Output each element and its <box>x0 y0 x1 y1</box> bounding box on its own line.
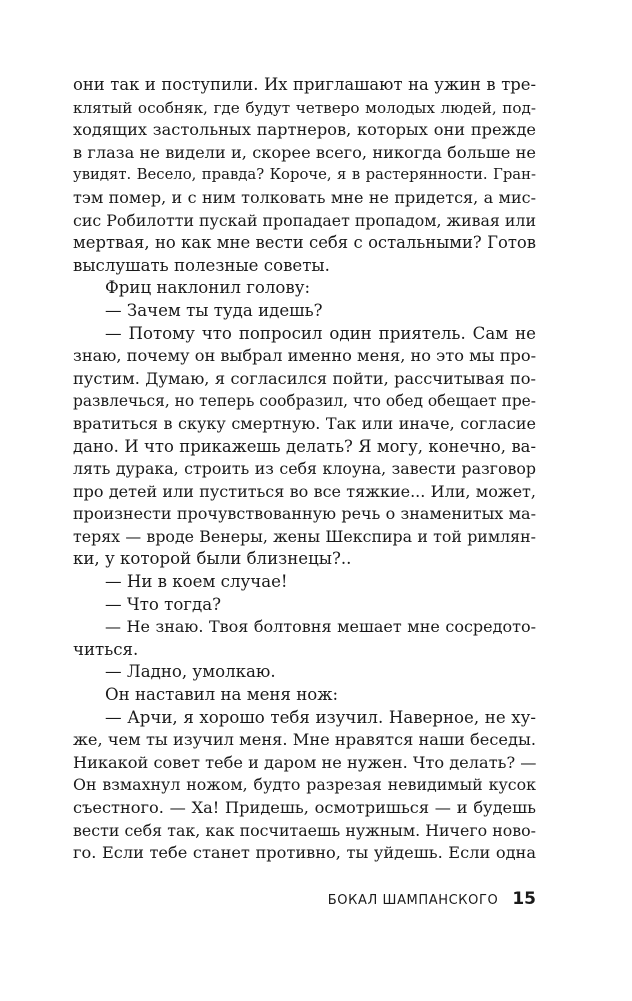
text-line: — Не знаю. Твоя болтовня мешает мне сосредото- <box>105 617 536 637</box>
text-line: же, чем ты изучил меня. Мне нравятся наши беседы. <box>73 730 536 750</box>
text-line: они так и поступили. Их приглашают на ужин в тре- <box>73 75 536 94</box>
text-line: сис Робилотти пускай пропадает пропадом, живая или <box>73 210 536 230</box>
text-line: — Ни в коем случае! <box>105 572 288 592</box>
text-line: ки, у которой были близнецы?.. <box>73 549 352 569</box>
text-line: терях — вроде Венеры, жены Шекспира и той римлян- <box>73 526 536 546</box>
text-line: мертвая, но как мне вести себя с остальными? Готов <box>73 233 536 253</box>
running-title: БОКАЛ ШАМПАНСКОГО <box>327 893 499 908</box>
text-line: — Потому что попросил один приятель. Сам не <box>105 323 536 343</box>
text-line: ходящих застольных партнеров, которых они прежде <box>73 120 536 140</box>
text-line: Он взмахнул ножом, будто разрезая невидимый кусок <box>73 775 536 795</box>
text-line: Фриц наклонил голову: <box>105 278 311 298</box>
text-line: увидят. Весело, правда? Короче, я в растерянности. Гран- <box>73 166 536 184</box>
text-line: пустим. Думаю, я согласился пойти, рассчитывая по- <box>73 368 536 388</box>
page-number: 15 <box>512 889 536 909</box>
text-line: вратиться в скуку смертную. Так или иначе, согласие <box>73 413 536 433</box>
text-line: Никакой совет тебе и даром не нужен. Что делать? — <box>73 752 537 772</box>
text-line: знаю, почему он выбрал именно меня, но это мы про- <box>73 346 537 366</box>
page-footer <box>73 889 536 909</box>
text-line: съестного. — Ха! Придешь, осмотришься — и будешь <box>73 798 536 817</box>
text-line: дано. И что прикажешь делать? Я могу, конечно, ва- <box>73 436 536 456</box>
body-text <box>73 74 536 865</box>
text-line: тэм помер, и с ним толковать мне не придется, а мис- <box>73 187 536 207</box>
text-line: клятый особняк, где будут четверо молодых людей, под- <box>73 98 536 117</box>
text-line: — Зачем ты туда идешь? <box>105 300 323 320</box>
text-line: лять дурака, строить из себя клоуна, завести разговор <box>73 459 536 479</box>
text-line: развлечься, но теперь сообразил, что обед обещает пре- <box>73 392 536 411</box>
text-line: — Что тогда? <box>105 594 222 614</box>
text-line: го. Если тебе станет противно, ты уйдешь. Если одна <box>73 843 536 863</box>
text-line: — Арчи, я хорошо тебя изучил. Наверное, не ху- <box>105 707 536 727</box>
text-line: выслушать полезные советы. <box>73 255 330 275</box>
text-line: произнести прочувствованную речь о знаменитых ма- <box>73 504 536 524</box>
text-line: в глаза не видели и, скорее всего, никогда больше не <box>73 142 536 162</box>
text-line: — Ладно, умолкаю. <box>105 662 276 682</box>
text-line: вести себя так, как посчитаешь нужным. Ничего ново- <box>73 820 536 840</box>
text-line: читься. <box>73 639 139 659</box>
text-line: Он наставил на меня нож: <box>105 685 339 705</box>
text-line: про детей или пуститься во все тяжкие... Или, может, <box>73 481 536 501</box>
